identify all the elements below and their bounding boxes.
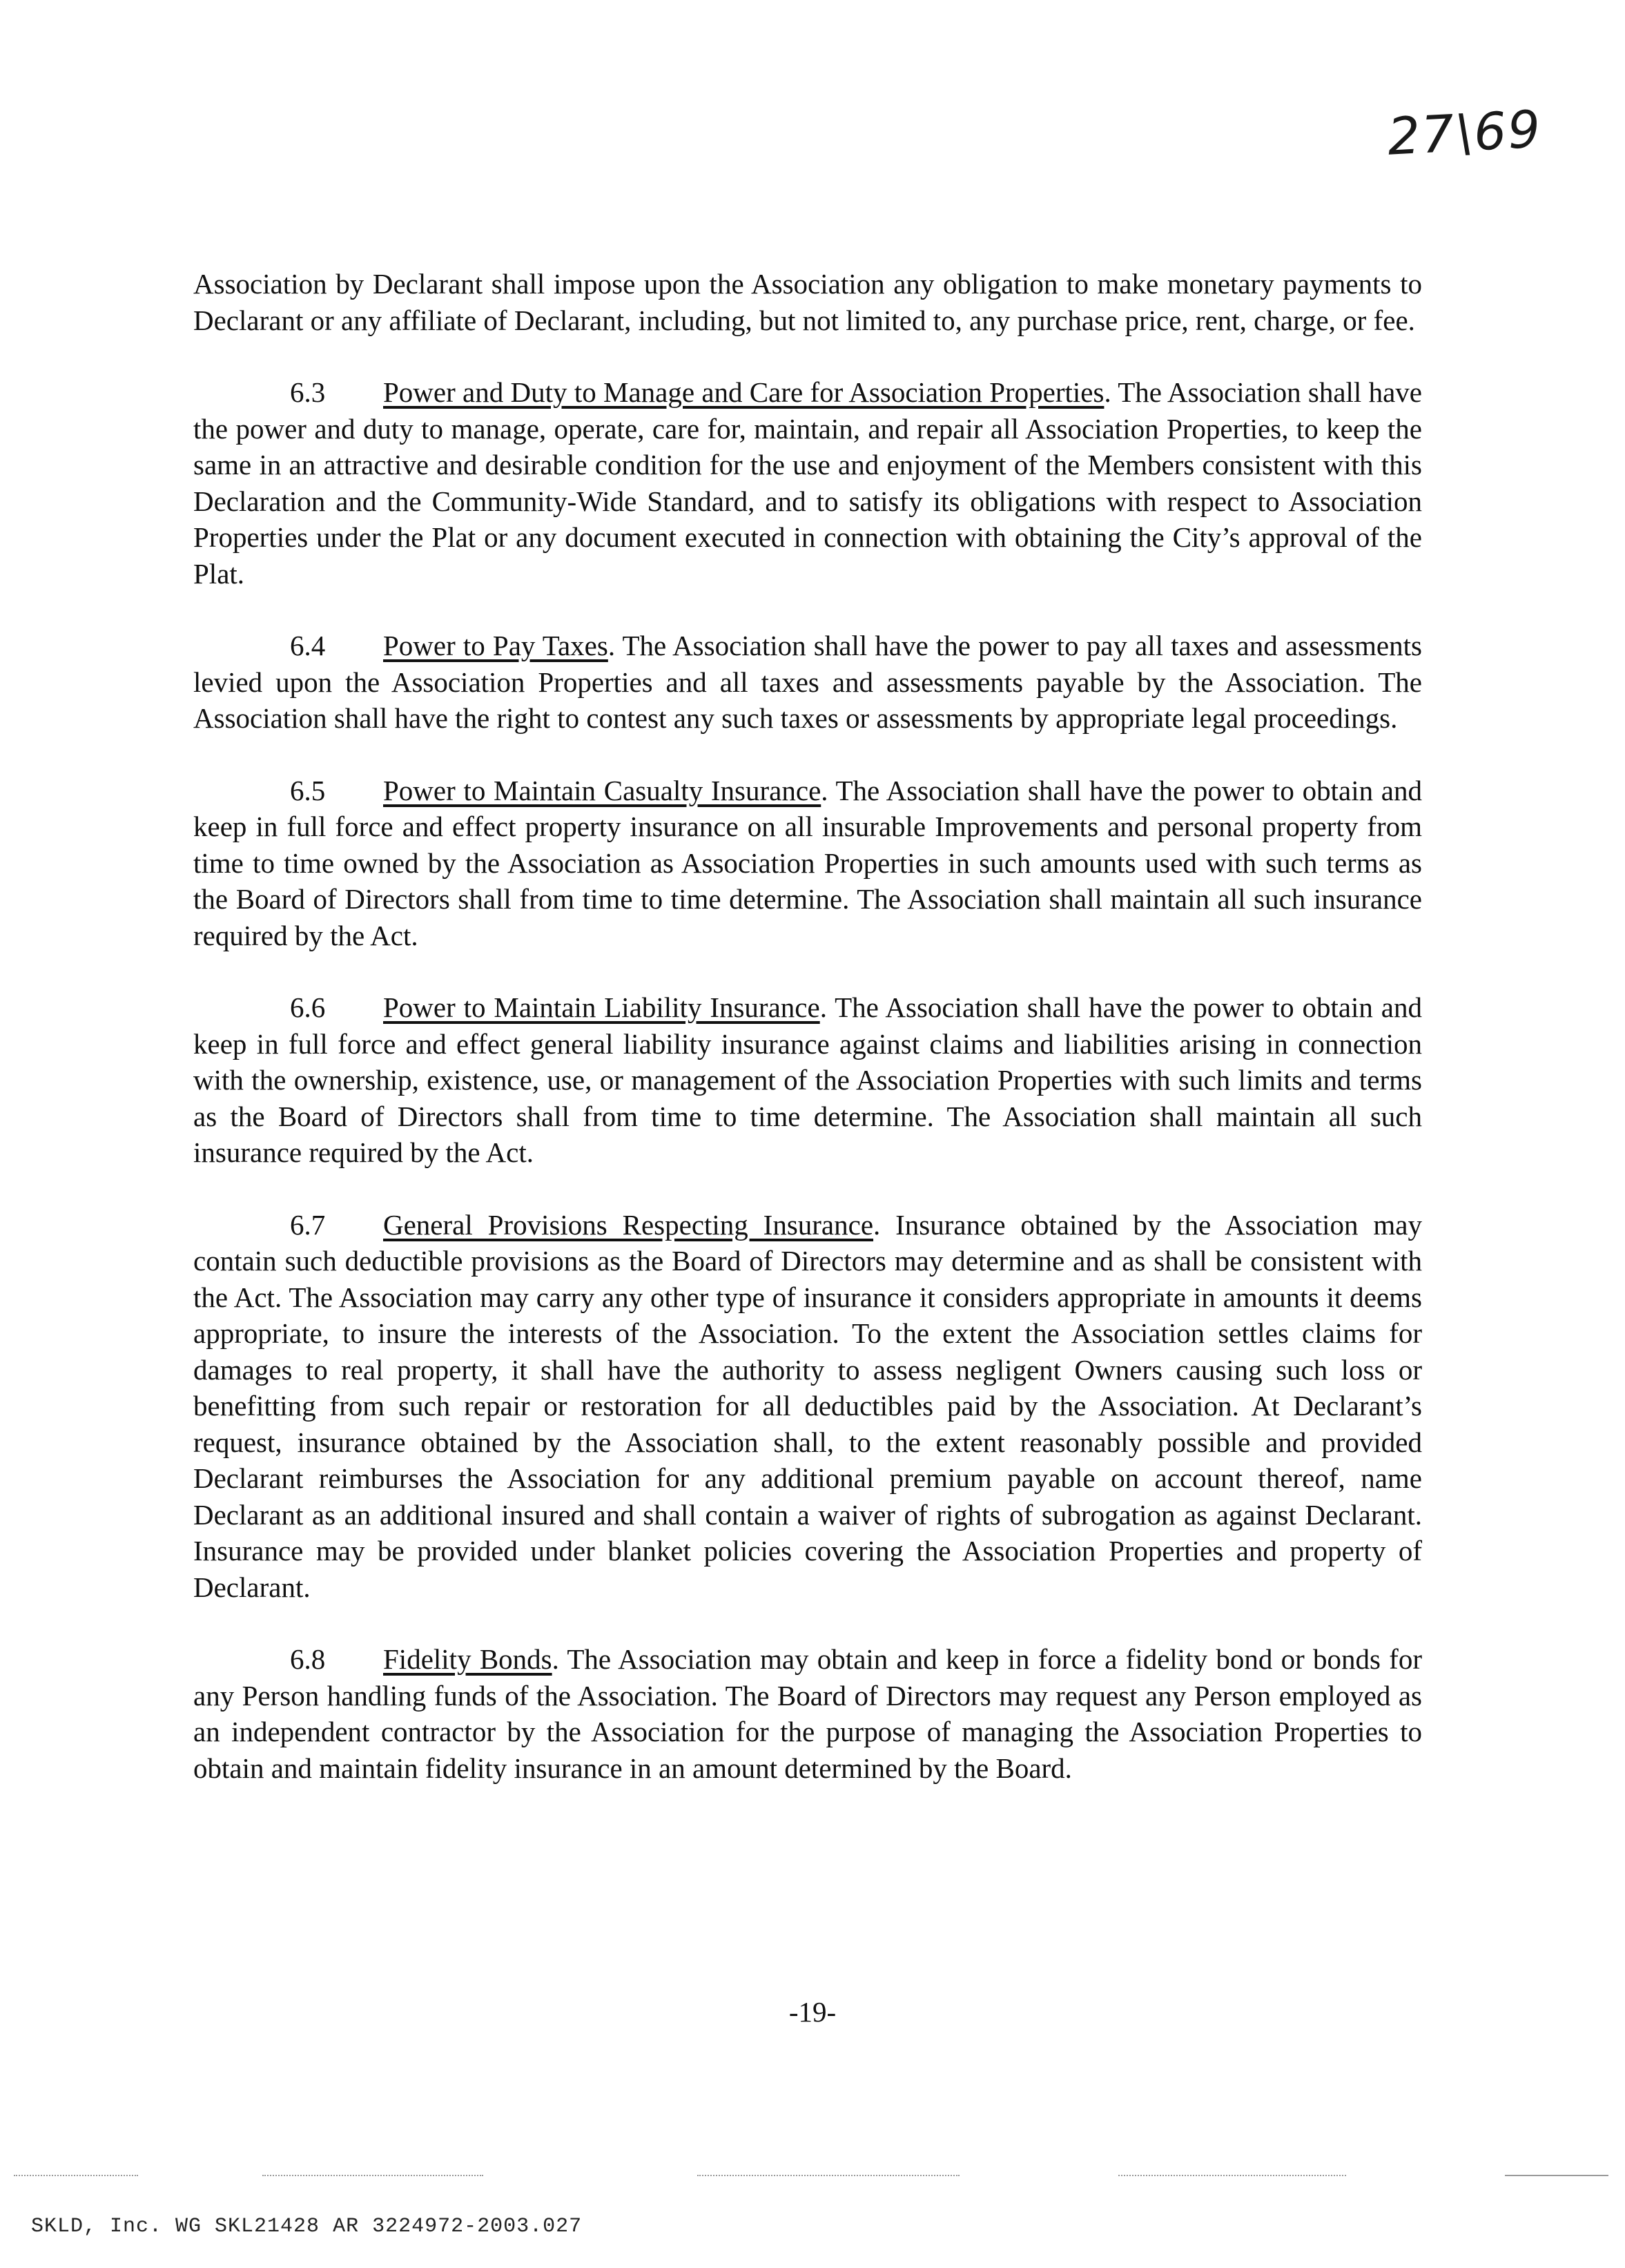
- section-text: Insurance obtained by the Association may contain such deductible provisions as the Board of Directors may determine and as shall be consistent with the Act. The Association may carry any other type of insurance it considers appropriate in amounts it deems appropriate, to insure the interests of the Association. To the extent the Association settles claims for damages to real property, it shall have the authority to assess negligent Owners causing such loss or benefitting from such repair or restoration for all deductibles paid by the Association. At Declarant’s request, insurance obtained by the Association shall, to the extent reasonably possible and provided Declarant reimburses the Association for any additional premium payable on account thereof, name Declarant as an additional insured and shall contain a waiver of rights of subrogation as against Declarant. Insurance may be provided under blanket policies covering the Association Properties and property of Declarant.: [193, 1208, 1423, 1603]
- scan-divider-line: [262, 2175, 483, 2176]
- section-heading: Fidelity Bonds: [383, 1643, 552, 1675]
- section-text: The Association may obtain and keep in force a fidelity bond or bonds for any Person handling funds of the Association. The Board of Directors may request any Person employed as an independent contractor by the Association for the purpose of managing the Association Properties to obtain and maintain fidelity insurance in an amount determined by the Board.: [193, 1643, 1422, 1784]
- section-text: The Association shall have the power to obtain and keep in full force and effect general liability insurance against claims and liabilities arising in connection with the ownership, existence, use, or management of the Association Properties with such limits and terms as the Board of Directors shall from time to time determine. The Association shall maintain all such insurance required by the Act.: [193, 991, 1422, 1168]
- page-number: -19-: [788, 1996, 837, 2028]
- document-body: [193, 266, 1422, 1822]
- section-6-5: 6.5 Power to Maintain Casualty Insurance. The Association shall have the power to obtain and keep in full force and effect property insurance on all insurable Improvements and personal property from time to time owned by the Association as Association Properties in such amounts used with such terms as the Board of Directors shall from time to time determine. The Association shall maintain all such insurance required by the Act.: [193, 773, 1422, 954]
- section-6-6: 6.6 Power to Maintain Liability Insurance. The Association shall have the power to obtain and keep in full force and effect general liability insurance against claims and liabilities arising in connection with the ownership, existence, use, or management of the Association Properties with such limits and terms as the Board of Directors shall from time to time determine. The Association shall maintain all such insurance required by the Act.: [193, 989, 1422, 1171]
- section-heading: Power to Maintain Casualty Insurance: [383, 774, 821, 806]
- handwritten-page-note: 27\69: [1385, 99, 1544, 167]
- section-number: 6.3: [290, 376, 326, 408]
- section-6-3: 6.3 Power and Duty to Manage and Care for Association Properties. The Association shall have the power and duty to manage, operate, care for, maintain, and repair all Association Properties, to keep the same in an attractive and desirable condition for the use and enjoyment of the Members consistent with this Declaration and the Community-Wide Standard, and to satisfy its obligations with respect to Association Properties under the Plat or any document executed in connection with obtaining the City’s approval of the Plat.: [193, 374, 1422, 592]
- section-text: The Association shall have the power to obtain and keep in full force and effect property insurance on all insurable Improvements and personal property from time to time owned by the Association as Association Properties in such amounts used with such terms as the Board of Directors shall from time to time determine. The Association shall maintain all such insurance required by the Act.: [193, 774, 1422, 951]
- scan-divider-line: [1505, 2175, 1608, 2176]
- scan-divider-line: [1118, 2175, 1346, 2176]
- section-number: 6.6: [290, 991, 326, 1023]
- section-6-4: 6.4 Power to Pay Taxes. The Association shall have the power to pay all taxes and assessments levied upon the Association Properties and all taxes and assessments payable by the Association. The Association shall have the right to contest any such taxes or assessments by appropriate legal proceedings.: [193, 628, 1422, 737]
- section-number: 6.8: [290, 1643, 326, 1675]
- section-heading: Power and Duty to Manage and Care for Association Properties: [383, 376, 1105, 408]
- section-heading: Power to Pay Taxes: [383, 630, 608, 661]
- section-text: The Association shall have the power to pay all taxes and assessments levied upon the Association Properties and all taxes and assessments payable by the Association. The Association shall have the right to contest any such taxes or assessments by appropriate legal proceedings.: [193, 630, 1422, 734]
- section-text: The Association shall have the power and duty to manage, operate, care for, maintain, and repair all Association Properties, to keep the same in an attractive and desirable condition for the use and enjoyment of the Members consistent with this Declaration and the Community-Wide Standard, and to satisfy its obligations with respect to Association Properties under the Plat or any document executed in connection with obtaining the City’s approval of the Plat.: [193, 376, 1422, 590]
- section-number: 6.5: [290, 774, 326, 806]
- continuation-paragraph: Association by Declarant shall impose upon the Association any obligation to make monetary payments to Declarant or any affiliate of Declarant, including, but not limited to, any purchase price, rent, charge, or fee.: [193, 268, 1422, 336]
- footer-document-id: SKLD, Inc. WG SKL21428 AR 3224972-2003.027: [31, 2215, 583, 2238]
- section-heading: Power to Maintain Liability Insurance: [383, 991, 820, 1023]
- scan-divider-line: [14, 2175, 138, 2176]
- section-number: 6.7: [290, 1208, 326, 1241]
- section-6-8: 6.8 Fidelity Bonds. The Association may obtain and keep in force a fidelity bond or bonds for any Person handling funds of the Association. The Board of Directors may request any Person employed as an independent contractor by the Association for the purpose of managing the Association Properties to obtain and maintain fidelity insurance in an amount determined by the Board.: [193, 1641, 1422, 1786]
- scan-divider-line: [697, 2175, 960, 2176]
- section-heading: General Provisions Respecting Insurance: [383, 1208, 874, 1241]
- section-6-7: 6.7 General Provisions Respecting Insurance. Insurance obtained by the Association may contain such deductible provisions as the Board of Directors may determine and as shall be consistent with the Act. The Association may carry any other type of insurance it considers appropriate in amounts it deems appropriate, to insure the interests of the Association. To the extent the Association settles claims for damages to real property, it shall have the authority to assess negligent Owners causing such loss or benefitting from such repair or restoration for all deductibles paid by the Association. At Declarant’s request, insurance obtained by the Association shall, to the extent reasonably possible and provided Declarant reimburses the Association for any additional premium payable on account thereof, name Declarant as an additional insured and shall contain a waiver of rights of subrogation as against Declarant. Insurance may be provided under blanket policies covering the Association Properties and property of Declarant.: [193, 1207, 1422, 1606]
- section-number: 6.4: [290, 630, 326, 661]
